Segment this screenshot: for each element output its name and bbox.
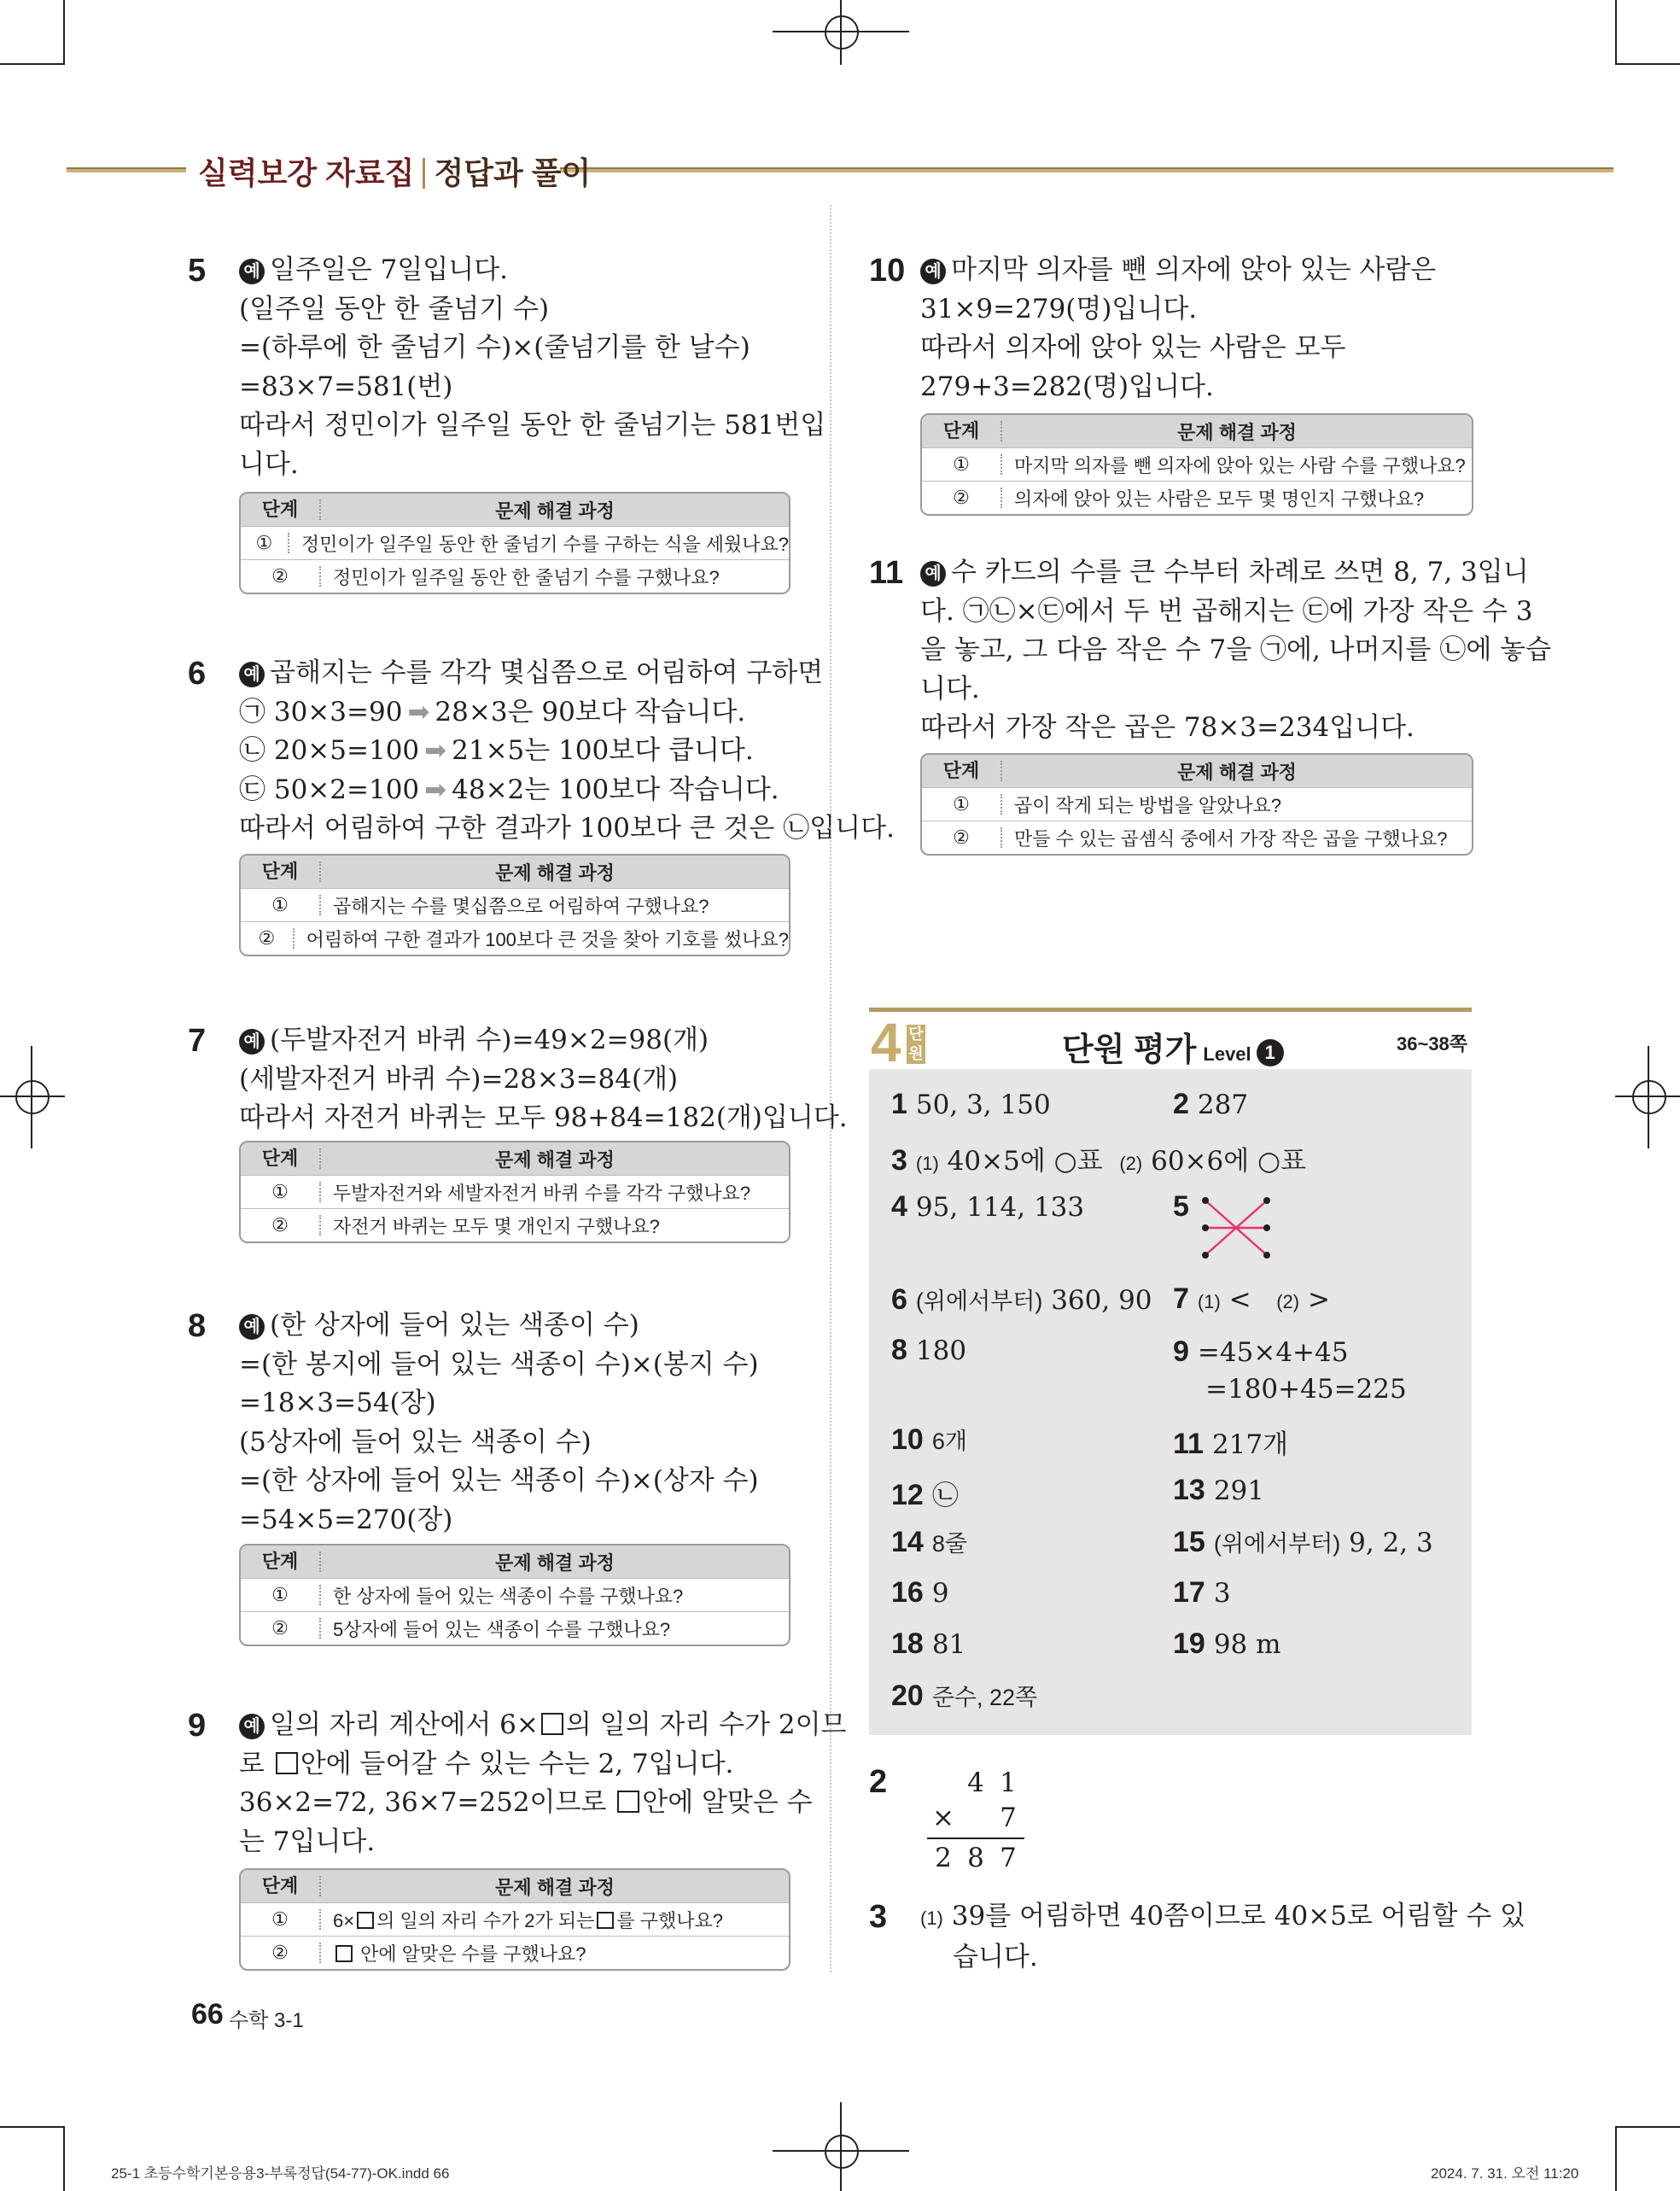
answer-item: 17 3 — [1173, 1576, 1231, 1609]
problem-number: 11 — [869, 555, 904, 591]
rubric-header: 단계 문제 해결 과정 — [922, 415, 1472, 447]
file-name: 25-1 초등수학기본응용3-부록정답(54-77)-OK.indd 66 — [111, 2165, 450, 2182]
problem-number: 2 — [869, 1764, 888, 1800]
match-dot — [1202, 1197, 1209, 1204]
rubric-table — [239, 492, 790, 594]
solution-line: =(한 봉지에 들어 있는 색종이 수)×(봉지 수) — [239, 1348, 759, 1380]
rubric-row: ① 두발자전거와 세발자전거 바퀴 수를 각각 구했나요? — [241, 1175, 789, 1208]
unit-test-pages: 36~38쪽 — [1397, 1033, 1468, 1055]
answer-item: 12 ㉡ — [891, 1479, 959, 1511]
crop-mark — [63, 2126, 65, 2191]
rubric-table — [239, 1544, 790, 1646]
unit-test-title: 단원 평가 Level 1 — [1062, 1023, 1284, 1070]
answer-item: 11 217개 — [1173, 1428, 1289, 1460]
rubric-table — [239, 1868, 790, 1971]
registration-line — [840, 2102, 842, 2191]
rubric-row: ② 의자에 앉아 있는 사람은 모두 몇 명인지 구했나요? — [922, 481, 1472, 514]
solution-line: =(한 상자에 들어 있는 색종이 수)×(상자 수) — [239, 1465, 759, 1496]
rubric-row: ② 어림하여 구한 결과가 100보다 큰 것을 찾아 기호를 썼나요? — [241, 921, 789, 955]
symbol-nieun: ㉡ — [239, 735, 265, 766]
problem-number: 7 — [188, 1023, 207, 1059]
answer-item: 3 (1) 40×5에 ○표 (2) 60×6에 ○표 — [891, 1144, 1307, 1177]
solution-line: 31×9=279(명)입니다. — [920, 293, 1198, 324]
blank-box — [335, 1945, 353, 1962]
registration-mark — [1632, 1080, 1666, 1114]
solution-line: 따라서 의자에 앉아 있는 사람은 모두 — [920, 332, 1346, 363]
registration-mark — [825, 2135, 859, 2169]
example-badge: 예 — [239, 1314, 265, 1340]
answer-item: 15 (위에서부터) 9, 2, 3 — [1173, 1526, 1433, 1558]
unit-number: 4 — [871, 1012, 901, 1073]
crop-mark — [1615, 2126, 1617, 2191]
rubric-header: 단계 문제 해결 과정 — [241, 1870, 789, 1902]
problem-number: 8 — [188, 1308, 207, 1344]
answer-item: 6 (위에서부터) 360, 90 — [891, 1283, 1152, 1316]
solution-line: 마지막 의자를 뺀 의자에 앉아 있는 사람은 — [951, 254, 1437, 285]
rubric-row: ① 마지막 의자를 뺀 의자에 앉아 있는 사람 수를 구했나요? — [922, 447, 1472, 481]
header-subtitle: 정답과 풀이 — [434, 155, 592, 190]
solution-line: (일주일 동안 한 줄넘기 수) — [239, 293, 550, 324]
vertical-multiplication: 4 1 × 7 2 8 7 — [927, 1766, 1024, 1876]
solution-line: 따라서 정민이가 일주일 동안 한 줄넘기는 581번입 — [239, 410, 826, 441]
registration-line — [1648, 1046, 1649, 1148]
solution-line: 따라서 자전거 바퀴는 모두 98+84=182(개)입니다. — [239, 1102, 848, 1133]
example-badge: 예 — [239, 1029, 265, 1055]
answer-item: 14 8줄 — [891, 1526, 967, 1558]
solution-line: =83×7=581(번) — [239, 371, 453, 402]
answer-item: 20 준수, 22쪽 — [891, 1680, 1038, 1712]
solution-3-text: (1) 39를 어림하면 40쯤이므로 40×5로 어림할 수 있 습니다. — [920, 1901, 1526, 1972]
rubric-row: ① 곱이 작게 되는 방법을 알았나요? — [922, 787, 1472, 821]
arrow-right-icon: ➡ — [407, 696, 430, 727]
problem-11-solution: 예 수 카드의 수를 큰 수부터 차례로 쓰면 8, 7, 3입니 다. ㉠㉡×㉢에서 두 번 곱해지는 ㉢에 가장 작은 수 3 을 놓고, 그 다음 작은 수 7을 ㉠에, 나머지를 ㉡에 놓습 니다. 따라서 가장 작은 곱은 78×3=234입니다. — [920, 553, 1551, 748]
match-dot — [1202, 1224, 1209, 1231]
problem-6-solution: 예 곱해지는 수를 각각 몇십쯤으로 어림하여 구하면 ㉠ 30×3=90 ➡ 28×3은 90보다 작습니다. ㉡ 20×5=100 ➡ 21×5는 100보다 큽니다. ㉢ 50×2=100 ➡ 48×2는 100보다 작습니다. 따라서 어림하여 구한 결과가 100보다 큰 것은 ㉡입니다. — [239, 657, 895, 844]
unit-test-top-rule — [869, 1008, 1472, 1012]
arrow-right-icon: ➡ — [424, 774, 447, 805]
answer-item: 19 98 m — [1173, 1627, 1281, 1660]
page-label: 수학 3-1 — [229, 2009, 304, 2032]
blank-box — [617, 1791, 639, 1813]
match-dot — [1263, 1252, 1270, 1259]
rubric-header: 단계 문제 해결 과정 — [241, 856, 789, 888]
crop-mark — [0, 2126, 65, 2128]
solution-line: (5상자에 들어 있는 색종이 수) — [239, 1426, 592, 1458]
blank-box — [541, 1713, 563, 1735]
answer-item: 1 50, 3, 150 — [891, 1088, 1051, 1120]
rubric-table — [920, 413, 1473, 516]
solution-line: (세발자전거 바퀴 수)=28×3=84(개) — [239, 1063, 679, 1095]
solution-line: 곱해지는 수를 각각 몇십쯤으로 어림하여 구하면 — [270, 657, 824, 688]
solution-line: =54×5=270(장) — [239, 1504, 453, 1535]
solution-line: 니다. — [920, 673, 980, 704]
registration-line — [840, 0, 842, 65]
rubric-row: ② 자전거 바퀴는 모두 몇 개인지 구했나요? — [241, 1208, 789, 1242]
header-separator — [423, 158, 425, 189]
crop-mark — [1615, 0, 1617, 65]
solution-line: (두발자전거 바퀴 수)=49×2=98(개) — [270, 1025, 709, 1055]
match-dot — [1202, 1252, 1209, 1259]
solution-line: 는 7입니다. — [239, 1826, 376, 1857]
solution-line: 따라서 가장 작은 곱은 78×3=234입니다. — [920, 712, 1415, 743]
problem-10-solution — [920, 251, 1436, 406]
rubric-header: 단계 문제 해결 과정 — [241, 1545, 789, 1578]
print-datetime: 2024. 7. 31. 오전 11:20 — [1431, 2165, 1579, 2182]
rubric-row: ② 정민이가 일주일 동안 한 줄넘기 수를 구했나요? — [241, 559, 789, 593]
rubric-header: 단계 문제 해결 과정 — [241, 1142, 789, 1175]
registration-line — [0, 1096, 65, 1097]
answer-item: 18 81 — [891, 1627, 966, 1660]
page-number: 66 — [191, 1998, 224, 2030]
answer-item: 5 — [1173, 1190, 1189, 1223]
page-header — [198, 149, 591, 193]
rubric-row: ② 안에 알맞은 수를 구했나요? — [241, 1936, 789, 1969]
rubric-table — [920, 753, 1473, 856]
rubric-row: ① 정민이가 일주일 동안 한 줄넘기 수를 구하는 식을 세웠나요? — [241, 526, 789, 559]
rubric-row: ① 곱해지는 수를 몇십쯤으로 어림하여 구했나요? — [241, 888, 789, 921]
problem-number: 3 — [869, 1899, 888, 1935]
rubric-header: 단계 문제 해결 과정 — [922, 755, 1472, 787]
rubric-row: ② 만들 수 있는 곱셈식 중에서 가장 작은 곱을 구했나요? — [922, 821, 1472, 854]
header-rule-right — [560, 167, 1613, 172]
unit-badge: 단 원 — [907, 1025, 925, 1064]
example-badge: 예 — [920, 259, 946, 284]
example-badge: 예 — [239, 662, 265, 687]
answer-item: 13 291 — [1173, 1474, 1264, 1506]
answer-item: 10 6개 — [891, 1423, 967, 1456]
level-label: Level — [1203, 1043, 1251, 1065]
crop-mark — [1615, 63, 1680, 65]
solution-line: 279+3=282(명)입니다. — [920, 371, 1214, 402]
registration-line — [31, 1046, 32, 1148]
symbol-giyeok: ㉠ — [239, 696, 265, 727]
solution-line: =18×3=54(장) — [239, 1388, 436, 1418]
arrow-right-icon: ➡ — [424, 735, 447, 766]
problem-8-solution — [239, 1306, 759, 1540]
symbol-digeut: ㉢ — [239, 774, 265, 805]
crop-mark — [1615, 2126, 1680, 2128]
problem-5-solution — [239, 251, 825, 484]
level-number: 1 — [1257, 1039, 1284, 1066]
blank-box — [276, 1752, 298, 1774]
rubric-row: ② 5상자에 들어 있는 색종이 수를 구했나요? — [241, 1611, 789, 1645]
crop-mark — [63, 0, 65, 65]
answer-item: 7 (1) < (2) > — [1173, 1282, 1330, 1315]
example-badge: 예 — [920, 561, 946, 587]
rubric-table — [239, 1141, 790, 1243]
registration-mark — [15, 1080, 50, 1114]
crop-mark — [0, 63, 65, 65]
problem-number: 6 — [188, 656, 207, 692]
solution-line: (한 상자에 들어 있는 색종이 수) — [270, 1310, 639, 1341]
example-badge: 예 — [239, 1714, 265, 1739]
solution-line: 일주일은 7일입니다. — [270, 254, 508, 285]
problem-9-solution: 예 일의 자리 계산에서 6× 의 일의 자리 수가 2이므 로 안에 들어갈 수 있는 수는 2, 7입니다. 36×2=72, 36×7=252이므로 안에 알맞은 수 는 7입니다. — [239, 1706, 846, 1861]
example-badge: 예 — [239, 259, 265, 284]
blank-box — [357, 1912, 374, 1929]
match-dot — [1263, 1224, 1270, 1231]
rubric-header: 단계 문제 해결 과정 — [241, 494, 789, 526]
header-title: 실력보강 자료집 — [198, 155, 415, 190]
problem-number: 5 — [188, 253, 207, 289]
match-dot — [1263, 1197, 1270, 1204]
answer-item: 8 180 — [891, 1334, 967, 1366]
answer-item: 4 95, 114, 133 — [891, 1190, 1085, 1223]
solution-line: 니다. — [239, 448, 299, 480]
rubric-table — [239, 854, 790, 956]
answer-item: 16 9 — [891, 1576, 949, 1609]
rubric-row: ① 한 상자에 들어 있는 색종이 수를 구했나요? — [241, 1578, 789, 1611]
blank-box — [597, 1912, 614, 1929]
matching-diagram — [1202, 1194, 1270, 1262]
registration-mark — [825, 15, 859, 50]
problem-number: 10 — [869, 253, 906, 289]
solution-line: =(하루에 한 줄넘기 수)×(줄넘기를 한 날수) — [239, 332, 750, 363]
rubric-row: ① 6× 의 일의 자리 수가 2가 되는 를 구했나요? — [241, 1902, 789, 1936]
answer-item: 9 =45×4+45 =180+45=225 — [1173, 1335, 1407, 1405]
header-rule-left — [67, 167, 186, 172]
answer-item: 2 287 — [1173, 1088, 1249, 1120]
problem-number: 9 — [188, 1708, 207, 1744]
problem-7-solution — [239, 1021, 848, 1138]
